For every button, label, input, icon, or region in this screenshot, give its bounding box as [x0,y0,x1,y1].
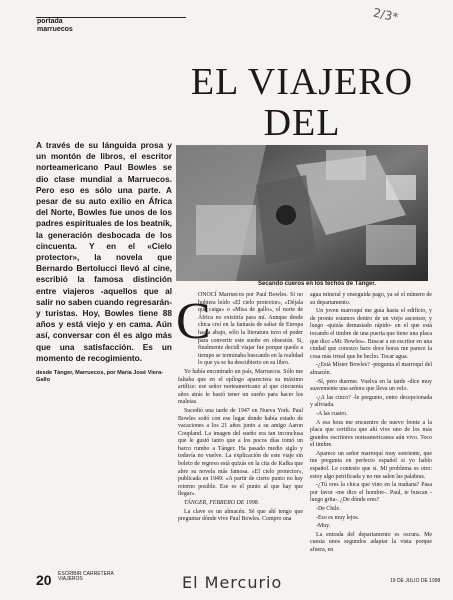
article-paragraph: Sucedió una tarde de 1947 en Nueva York. Paul Bowles soñó con ese lugar donde había estado de vacaciones a los 21 años junto a su amigo Aaron Coupland. La imagen del sueño era tan inconclusa que le gustó tanto que a los pocos días tomó un barco rumbo a Tánger. Ha pasado medio siglo y todavía no vuelve. La explicación de este viaje sin boleto de regreso está quizás en la cita de Kafka que abre su novela más famosa. «El cielo protector», publicada en 1949: «A partir de cierto punto no hay retorno posible. Ese es el punto al que hay que llegar». [178,407,303,498]
article-paragraph: -De Chile. [316,506,341,513]
magazine-name-line: ESCRIBIR CARRETERA [58,571,114,577]
drop-cap: C [176,293,211,350]
section-line-2: marruecos [37,26,73,33]
footer-left [36,572,114,590]
article-paragraph: agua mineral y enseguida pago, ya sé el número de su departamento. [310,292,432,306]
article-paragraph: -A las cuatro. [316,410,348,417]
article-paragraph: -¿Está Míster Bowles? -pregunta el marroquí del almacén. [310,362,432,376]
article-column-2 [310,292,432,556]
magazine-name [58,572,114,582]
article-paragraph: La entrada del departamento es oscura. Me cuesta unos segundos adaptar la vista porque afuera, en [310,531,432,553]
lead-paragraph: A través de su lánguida prosa y un montón de libros, el escritor norteamericano Paul Bowles se dio clase mundial a Marruecos. Pero eso es sólo una parte. A pesar de su auto exilio en África del Norte, Bowles fue unos de los padres espirituales de los beatnik, la generación desbocada de los cincuenta. Y en el «Cielo protector», la novela que Bernardo Bertolucci llevó al cine, escribió la famosa distinción entre viajeros -aquellos que al salir no saben cuando regresarán- y turistas. Hoy, Bowles tiene 88 años y está viejo y en cama. Aún así, conversar con él es algo más que una satisfacción. Es un momento de recogimiento. [36,140,172,363]
dateline: TÁNGER, FEBRERO DE 1998. [184,500,260,507]
headline-line-1: EL VIAJERO [190,61,414,103]
article-paragraph: -Sí, pero duerme. Vuelva en la tarde -dice muy suavemente una señora que lleva un velo. [310,378,432,393]
newspaper-stamp: El Mercurio [182,573,283,592]
magazine-sub-line: VIAJEROS [58,576,83,582]
article-paragraph: -¿A las cinco? -le pregunto, entre decepcionada y aliviada. [310,394,432,409]
article-paragraph: -Eso es muy lejos. [316,514,360,521]
rooftop-photo [176,145,428,281]
article-paragraph: -¿Tú eres la chica que vino en la mañana? Pasa por favor -me dice el hombre-. Paul, te buscan -luego grita-. ¿De dónde eres? [310,482,432,504]
section-label [37,18,73,34]
footer-date: 19 DE JULIO DE 1998 [390,578,441,584]
photo-caption: Secando cueros en los techos de Tánger. [258,281,377,287]
headline-line-2: DEL [263,102,341,144]
article-paragraph: ONOCÍ Marruecos por Paul Bowles. Si no hubiera leído «El cielo protector», «Déjala que caiga» o «Misa de gallo», el norte de África no existiría para mí. Aunque desde chica creí en la fantasía de saltar de Europa hacia abajo, sólo la literatura tuvo el poder para convertir este sueño en obsesión. Si, finalmente decidí viajar fue porque quedo a tiempo se terminaba buscando en la realidad lo que ya se ha descubierto en su libro. [198,292,303,367]
page-number: 20 [36,572,52,588]
article-column-1 [178,292,303,525]
handwritten-note: 2/3* [371,5,400,25]
article-paragraph: Yo había encontrado un país, Marruecos. Sólo me faltaba que en el epílogo apareciera su máximo artífice: ese señor norteamericano al que cincuenta años atrás le bastó tener un sueño para hacer los maletas. [178,368,303,406]
article-paragraph: A esa hora me encuentro de nuevo frente a la placa que certifica que ahí vive uno de los más grandes escritores norteamericanos aún vivo. Toco el timbre. [310,419,432,449]
byline: desde Tánger, Marruecos, por María José Viera-Gallo [36,370,164,383]
article-paragraph: La clave es un almacén. Sé que ahí tengo que preguntar dónde vive Paul Bowles. Compro una [178,508,303,523]
article-paragraph: Aparece un señor marroquí muy sonriente, que me pregunta en perfecto español si yo hablo español. Le contesto que sí. Mi problema es otro: estoy algo petrificada y no me salen las palabras. [310,450,432,480]
article-paragraph: -Muy. [316,523,331,530]
article-paragraph: Un joven marroquí me guía hasta el edificio, y de pronto estamos dentro de un viejo ascensor, y luego -quizás demasiado rápido- en el que está tocando el timbre de una puerta que tiene una placa que dice «Mr. Bowles». Buscar a un escritor en una ciudad que conozco hace doce horas me parece la cosa más irreal que he hecho. Tocar agua. [310,308,432,360]
section-line-1: portada [37,18,63,25]
